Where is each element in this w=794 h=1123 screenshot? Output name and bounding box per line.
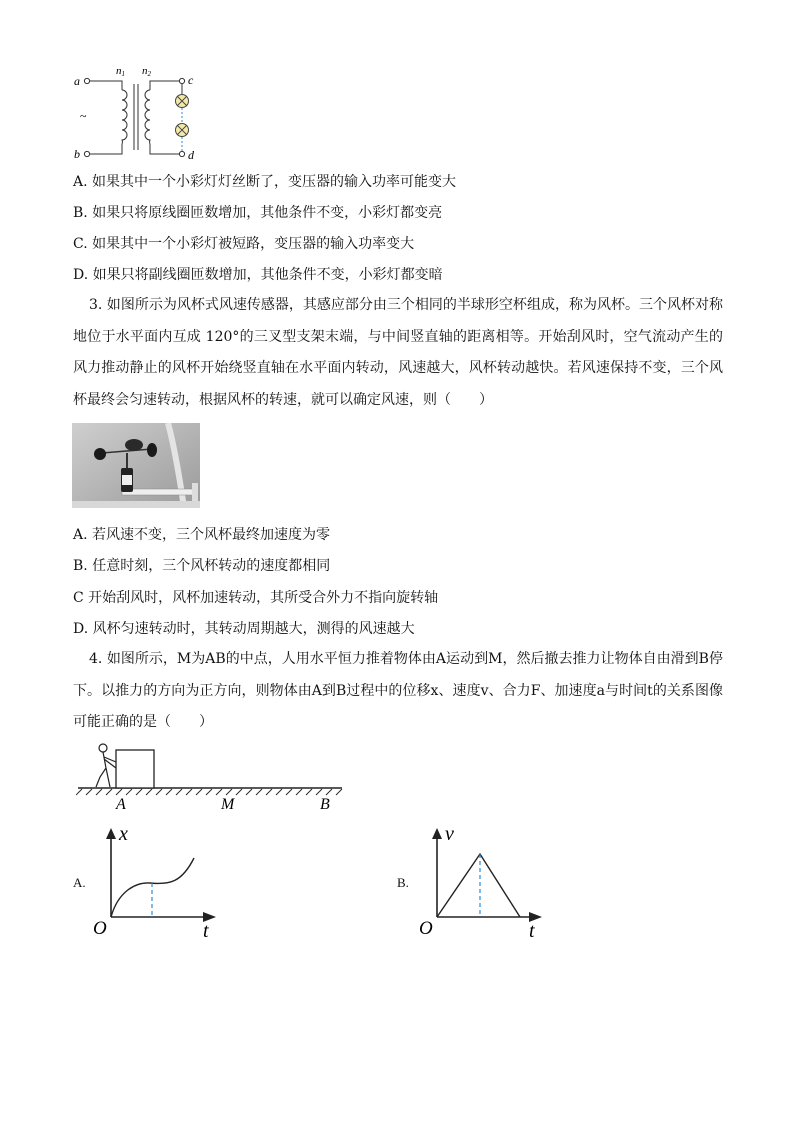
q3-option-c: C 开始刮风时，风杯加速转动，其所受合外力不指向旋转轴 (73, 590, 439, 606)
secondary-coil (145, 90, 150, 144)
q2-option-c: C. 如果其中一个小彩灯被短路，变压器的输入功率变大 (73, 236, 415, 252)
graph-a-origin: O (93, 918, 107, 939)
graph-a-xlabel: t (203, 920, 209, 942)
primary-coil (122, 90, 127, 144)
v-t-graph (416, 822, 551, 942)
anemometer-photo (72, 423, 200, 508)
q4-graph-a-option-label: A. (73, 875, 86, 890)
q4-graph-b-option-label: B. (397, 875, 409, 890)
y-axis-arrow (432, 828, 442, 839)
q3-stem: 3. 如图所示为风杯式风速传感器，其感应部分由三个相同的半球形空杯组成，称为风杯。三个风杯对称地位于水平面内互成 120°的三叉型支架末端，与中间竖直轴的距离相等。开始刮风时，空气流动产生的风力推动静止的风杯开始绕竖直轴在水平面内转动，风速越大，风杯转动越快。若风速保持不变，三个风杯最终会匀速转动，根据风杯的转速，就可以确定风速，则（ ） (73, 297, 723, 408)
transformer-circuit-figure (70, 60, 210, 165)
point-m-label: M (221, 796, 235, 813)
terminal-a-label: a (74, 74, 80, 88)
terminal-d (179, 151, 184, 156)
terminal-c-label: c (188, 73, 194, 87)
graph-b-origin: O (419, 918, 433, 939)
q4-stem: 4. 如图所示，M为AB的中点，人用水平恒力推着物体由A运动到M，然后撤去推力让物体自由滑到B停下。以推力的方向为正方向，则物体由A到B过程中的位移x、速度v、合力F、加速度a与时间t的关系图像可能正确的是（ ） (73, 651, 723, 730)
terminal-c (179, 78, 184, 83)
x-t-curve (111, 858, 194, 917)
primary-wire (90, 81, 122, 154)
graph-b-ylabel: v (445, 823, 454, 845)
lamp-icon (176, 95, 189, 108)
q2-option-d: D. 如果只将副线圈匝数增加，其他条件不变，小彩灯都变暗 (73, 267, 443, 283)
lamp-icon (176, 124, 189, 137)
point-a-label: A (116, 796, 126, 813)
ac-source-symbol: ~ (80, 109, 87, 123)
n1-label: n1 (116, 65, 125, 78)
point-b-label: B (320, 796, 330, 813)
q2-option-a: A. 如果其中一个小彩灯灯丝断了，变压器的输入功率可能变大 (73, 174, 457, 190)
person-icon (96, 744, 116, 787)
graph-b-xlabel: t (529, 920, 535, 942)
q3-option-b: B. 任意时刻，三个风杯转动的速度都相同 (73, 558, 331, 574)
graph-a-ylabel: x (119, 823, 128, 845)
terminal-b-label: b (74, 147, 80, 161)
terminal-d-label: d (188, 148, 194, 162)
x-t-graph (90, 822, 225, 942)
n2-label: n2 (142, 65, 151, 78)
q2-option-b: B. 如果只将原线圈匝数增加，其他条件不变，小彩灯都变亮 (73, 205, 443, 221)
block (116, 750, 154, 788)
v-t-curve (437, 854, 520, 917)
terminal-a (84, 78, 89, 83)
terminal-b (84, 151, 89, 156)
q3-option-a: A. 若风速不变，三个风杯最终加速度为零 (73, 527, 331, 543)
y-axis-arrow (106, 828, 116, 839)
secondary-wire (150, 81, 180, 154)
q3-option-d: D. 风杯匀速转动时，其转动周期越大，测得的风速越大 (73, 621, 415, 637)
push-block-diagram (76, 740, 346, 815)
